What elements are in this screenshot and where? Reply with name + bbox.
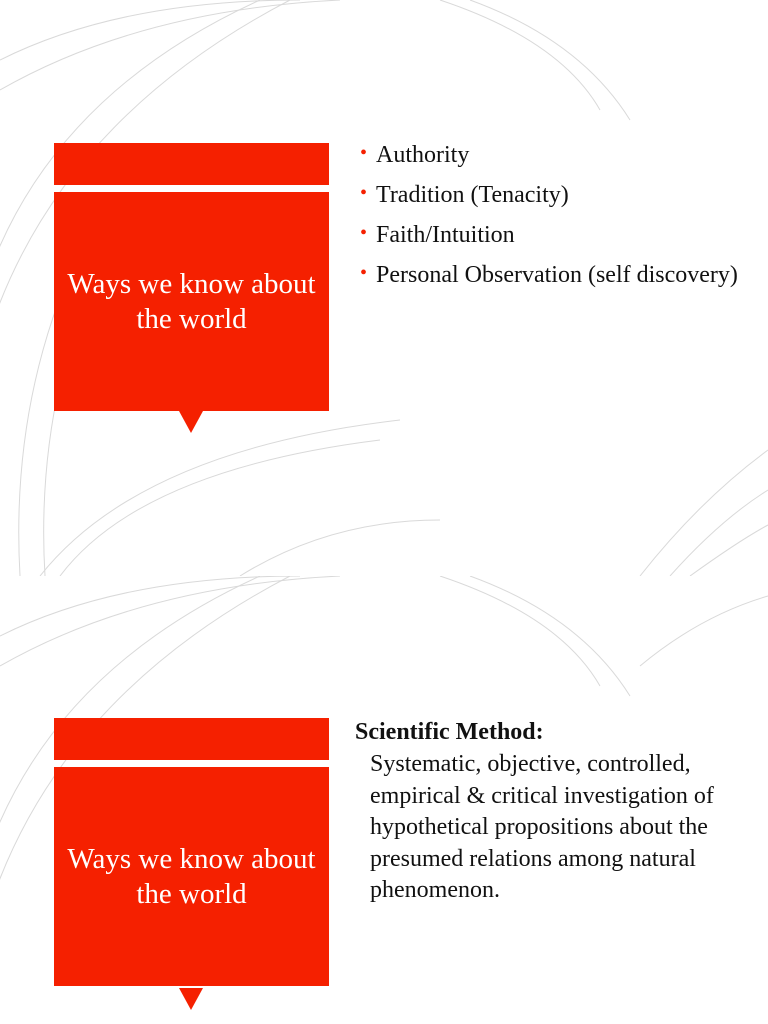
definition-text: Systematic, objective, controlled, empirical & critical investigation of hypothetical propositions about the presumed relations among natural phenomenon. (370, 751, 714, 903)
title-pointer (179, 988, 203, 1010)
list-item: • Authority (360, 142, 470, 168)
title-accent-strip (54, 143, 329, 185)
title-box (54, 192, 329, 411)
slide-title: Ways we know about the world (67, 842, 316, 910)
title-pointer (179, 411, 203, 433)
section-heading: Scientific Method: (355, 719, 544, 745)
title-box (54, 767, 329, 986)
title-accent-strip (54, 718, 329, 760)
bullet-icon: • (360, 142, 368, 164)
list-item: • Tradition (Tenacity) (360, 182, 569, 208)
bullet-icon: • (360, 262, 368, 284)
bullet-icon: • (360, 222, 368, 244)
scientific-method-text (355, 716, 755, 907)
list-item: • Faith/Intuition (360, 222, 515, 248)
bullet-icon: • (360, 182, 368, 204)
bullet-list (360, 140, 750, 300)
list-item: • Personal Observation (self discovery) (360, 262, 738, 288)
slide-title: Ways we know about the world (67, 267, 316, 335)
